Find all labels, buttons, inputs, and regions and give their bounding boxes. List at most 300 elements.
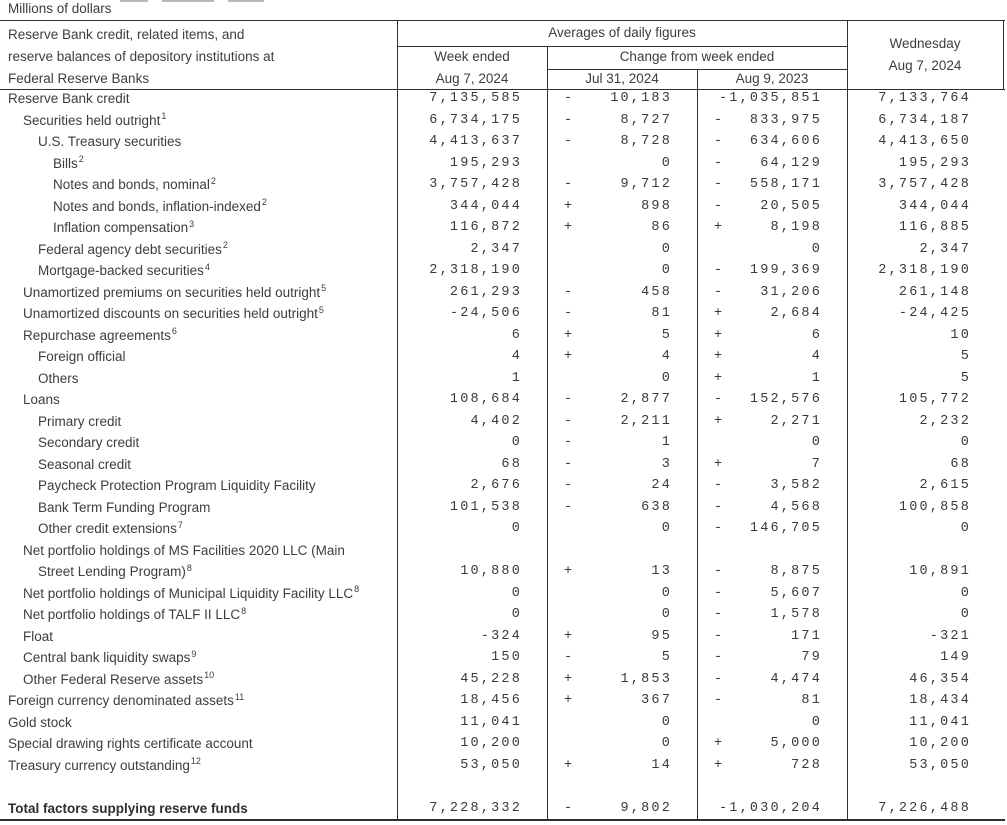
cell-week-ended: 4,402 <box>397 411 547 433</box>
divider <box>847 21 848 89</box>
header-change-from-week-ended: Change from week ended <box>619 49 775 64</box>
cell-wednesday: 100,858 <box>847 497 1007 519</box>
cell-change-jul31 <box>547 776 697 798</box>
change-sign: - <box>564 177 575 193</box>
cell-change-jul31 <box>547 626 697 648</box>
table-row <box>0 303 1007 325</box>
cell-wednesday: 2,615 <box>847 475 1007 497</box>
cell-change-aug9 <box>697 475 847 497</box>
change-value: 8,728 <box>620 134 672 150</box>
row-label: Paycheck Protection Program Liquidity Facility <box>38 478 316 494</box>
stub-line-2: reserve balances of depository institutions at <box>8 49 275 64</box>
cell-change-jul31 <box>547 497 697 519</box>
change-sign: - <box>564 91 575 107</box>
cell-week-ended: 68 <box>397 454 547 476</box>
cell-wednesday: 261,148 <box>847 282 1007 304</box>
row-label: Unamortized discounts on securities held outright $^5$ <box>23 304 324 322</box>
cell-week-ended: 261,293 <box>397 282 547 304</box>
cell-change-jul31 <box>547 196 697 218</box>
table-row <box>0 561 1007 583</box>
table-bottom-border <box>0 819 1005 821</box>
change-value: 4,474 <box>770 671 822 687</box>
change-value: 0 <box>661 241 672 257</box>
cell-wednesday: -321 <box>847 626 1007 648</box>
change-value: 634,606 <box>749 134 822 150</box>
cell-change-aug9 <box>697 733 847 755</box>
change-value: 1 <box>811 370 822 386</box>
change-sign: - <box>714 585 725 601</box>
change-value: 2,877 <box>620 392 672 408</box>
change-sign: + <box>564 628 575 644</box>
cell-change-aug9 <box>697 626 847 648</box>
row-label: Central bank liquidity swaps $^9$ <box>23 648 197 666</box>
footnote-marker: 2 <box>78 154 84 165</box>
cell-wednesday: 344,044 <box>847 196 1007 218</box>
cell-week-ended: 101,538 <box>397 497 547 519</box>
change-sign: - <box>714 671 725 687</box>
change-value: 458 <box>641 284 672 300</box>
divider <box>397 46 847 47</box>
change-value: 4 <box>811 349 822 365</box>
cell-week-ended <box>397 776 547 798</box>
footnote-marker: 2 <box>210 175 216 186</box>
change-value: 1 <box>661 435 672 451</box>
change-value: 2,684 <box>770 306 822 322</box>
change-sign: + <box>564 757 575 773</box>
change-value: 0 <box>811 241 822 257</box>
cell-change-aug9 <box>697 389 847 411</box>
row-label: Net portfolio holdings of Municipal Liquidity Facility LLC $^8$ <box>23 584 360 601</box>
cell-week-ended: 6,734,175 <box>397 110 547 132</box>
footnote-marker: 5 <box>321 283 327 294</box>
cell-change-aug9 <box>697 325 847 347</box>
change-sign: + <box>564 327 575 343</box>
change-value: 152,576 <box>749 392 822 408</box>
change-sign: + <box>564 693 575 709</box>
change-value: 7 <box>811 456 822 472</box>
header-week-ended-label: Week ended <box>434 49 510 64</box>
table-row <box>0 217 1007 239</box>
cell-change-jul31 <box>547 733 697 755</box>
cell-wednesday <box>847 776 1007 798</box>
cell-week-ended: -324 <box>397 626 547 648</box>
divider <box>1003 21 1004 89</box>
row-label: Notes and bonds, inflation-indexed $^2$ <box>53 197 267 214</box>
change-sign: + <box>714 370 725 386</box>
cell-wednesday: 4,413,650 <box>847 131 1007 153</box>
row-label: Bills $^2$ <box>53 154 84 171</box>
change-sign: - <box>714 521 725 537</box>
cell-wednesday: 7,226,488 <box>847 798 1007 820</box>
cell-week-ended <box>397 540 547 562</box>
change-value: 31,206 <box>760 284 822 300</box>
row-label: Gold stock <box>8 714 72 730</box>
cell-change-aug9 <box>697 282 847 304</box>
table-row <box>0 540 1007 562</box>
change-value: 5 <box>661 327 672 343</box>
cell-change-aug9 <box>697 303 847 325</box>
footnote-marker: 7 <box>177 519 183 530</box>
change-sign: - <box>564 478 575 494</box>
table-header <box>0 20 1005 90</box>
change-value: 9,712 <box>620 177 672 193</box>
row-label: U.S. Treasury securities <box>38 134 182 150</box>
change-sign: - <box>564 499 575 515</box>
table-row <box>0 432 1007 454</box>
cell-change-aug9 <box>697 454 847 476</box>
change-sign: - <box>714 607 725 623</box>
change-value: 1,853 <box>620 671 672 687</box>
cell-change-jul31 <box>547 303 697 325</box>
cell-change-jul31 <box>547 260 697 282</box>
cell-change-aug9 <box>697 411 847 433</box>
cell-week-ended: 10,200 <box>397 733 547 755</box>
table-row <box>0 647 1007 669</box>
table-row <box>0 88 1007 110</box>
cell-change-jul31 <box>547 647 697 669</box>
cell-wednesday: 0 <box>847 518 1007 540</box>
change-value: 6 <box>811 327 822 343</box>
table-row <box>0 583 1007 605</box>
change-value: 171 <box>791 628 822 644</box>
change-sign: - <box>564 435 575 451</box>
change-value: 638 <box>641 499 672 515</box>
table-row <box>0 196 1007 218</box>
cell-change-aug9 <box>697 497 847 519</box>
cell-wednesday: 3,757,428 <box>847 174 1007 196</box>
cell-wednesday: 46,354 <box>847 669 1007 691</box>
cell-change-jul31 <box>547 389 697 411</box>
change-value: -1,030,204 <box>718 800 822 816</box>
cell-week-ended: 0 <box>397 432 547 454</box>
cell-change-jul31 <box>547 131 697 153</box>
row-label: Federal agency debt securities $^2$ <box>38 240 228 257</box>
cell-change-jul31 <box>547 282 697 304</box>
cell-week-ended: 195,293 <box>397 153 547 175</box>
change-value: 0 <box>661 585 672 601</box>
change-sign: - <box>714 564 725 580</box>
stub-heading <box>8 24 274 90</box>
cell-change-aug9 <box>697 131 847 153</box>
change-sign: + <box>714 736 725 752</box>
cell-change-aug9 <box>697 110 847 132</box>
cell-wednesday: 5 <box>847 368 1007 390</box>
cell-change-jul31 <box>547 239 697 261</box>
row-label: Mortgage-backed securities $^4$ <box>38 261 210 279</box>
change-sign: + <box>564 349 575 365</box>
cell-change-aug9 <box>697 260 847 282</box>
cell-wednesday: 116,885 <box>847 217 1007 239</box>
change-sign: - <box>564 650 575 666</box>
divider <box>697 69 698 89</box>
footnote-marker: 5 <box>318 304 324 315</box>
change-sign: - <box>564 112 575 128</box>
change-sign: - <box>714 263 725 279</box>
change-sign: - <box>714 134 725 150</box>
cell-wednesday: 6,734,187 <box>847 110 1007 132</box>
change-sign: - <box>714 284 725 300</box>
header-week-ended-date: Aug 7, 2024 <box>435 71 509 86</box>
header-wednesday <box>847 33 1003 77</box>
change-value: 0 <box>661 521 672 537</box>
row-label: Loans <box>23 392 60 408</box>
header-change-col-aug9: Aug 9, 2023 <box>735 71 809 86</box>
cell-change-aug9 <box>697 712 847 734</box>
change-sign: - <box>714 392 725 408</box>
cell-week-ended: 18,456 <box>397 690 547 712</box>
change-value: 728 <box>791 757 822 773</box>
units-label: Millions of dollars <box>8 1 112 16</box>
change-sign: + <box>714 306 725 322</box>
table-row <box>0 282 1007 304</box>
cell-change-aug9 <box>697 669 847 691</box>
table-row <box>0 368 1007 390</box>
cell-change-jul31 <box>547 798 697 820</box>
cell-wednesday: 2,347 <box>847 239 1007 261</box>
cell-change-aug9 <box>697 647 847 669</box>
stub-line-1: Reserve Bank credit, related items, and <box>8 27 245 42</box>
table-row <box>0 174 1007 196</box>
cell-change-jul31 <box>547 475 697 497</box>
change-sign: + <box>714 349 725 365</box>
row-label: Treasury currency outstanding $^{12}$ <box>8 756 201 773</box>
cell-wednesday: 53,050 <box>847 755 1007 777</box>
change-value: 5,000 <box>770 736 822 752</box>
cell-wednesday: 7,133,764 <box>847 88 1007 110</box>
change-sign: - <box>564 306 575 322</box>
change-value: 833,975 <box>749 112 822 128</box>
cell-change-jul31 <box>547 174 697 196</box>
table-row <box>0 239 1007 261</box>
footnote-marker: 2 <box>222 240 228 251</box>
table-row <box>0 755 1007 777</box>
row-label: Seasonal credit <box>38 456 132 472</box>
cell-week-ended: 7,135,585 <box>397 88 547 110</box>
cell-week-ended: 53,050 <box>397 755 547 777</box>
change-value: 0 <box>811 714 822 730</box>
footnote-marker: 4 <box>204 261 210 272</box>
cell-wednesday: 5 <box>847 346 1007 368</box>
cell-change-aug9 <box>697 174 847 196</box>
cell-change-jul31 <box>547 583 697 605</box>
change-value: 8,198 <box>770 220 822 236</box>
footnote-marker: 3 <box>189 218 195 229</box>
change-sign: - <box>714 478 725 494</box>
cell-change-aug9 <box>697 690 847 712</box>
row-label: Repurchase agreements $^6$ <box>23 326 177 343</box>
change-value: 1,578 <box>770 607 822 623</box>
change-sign: - <box>564 392 575 408</box>
row-label: Net portfolio holdings of TALF II LLC $^8$ <box>23 605 247 623</box>
change-value: 3 <box>661 456 672 472</box>
cell-change-jul31 <box>547 454 697 476</box>
cell-week-ended: 7,228,332 <box>397 798 547 820</box>
cell-week-ended: 0 <box>397 604 547 626</box>
change-value: 2,271 <box>770 413 822 429</box>
cell-change-jul31 <box>547 690 697 712</box>
cell-wednesday: 68 <box>847 454 1007 476</box>
cell-change-aug9 <box>697 346 847 368</box>
cell-change-aug9 <box>697 776 847 798</box>
change-value: 5 <box>661 650 672 666</box>
cell-change-jul31 <box>547 518 697 540</box>
change-value: 0 <box>661 736 672 752</box>
cell-wednesday: 0 <box>847 604 1007 626</box>
cell-change-jul31 <box>547 325 697 347</box>
change-sign: + <box>714 757 725 773</box>
footnote-marker: 6 <box>171 326 177 337</box>
change-sign: + <box>714 327 725 343</box>
cell-change-jul31 <box>547 604 697 626</box>
cell-week-ended: 150 <box>397 647 547 669</box>
row-label: Street Lending Program) $^8$ <box>38 562 192 580</box>
table-row <box>0 518 1007 540</box>
cell-change-jul31 <box>547 669 697 691</box>
change-value: 81 <box>651 306 672 322</box>
cell-change-aug9 <box>697 561 847 583</box>
row-label: Other credit extensions $^7$ <box>38 519 183 537</box>
change-value: 367 <box>641 693 672 709</box>
cell-week-ended: 108,684 <box>397 389 547 411</box>
change-value: 81 <box>801 693 822 709</box>
footnote-marker: 9 <box>191 648 197 659</box>
table-row <box>0 325 1007 347</box>
row-label: Inflation compensation $^3$ <box>53 218 195 236</box>
footnote-marker: 11 <box>234 691 245 702</box>
cell-change-jul31 <box>547 368 697 390</box>
row-label: Float <box>23 628 54 644</box>
row-label: Notes and bonds, nominal $^2$ <box>53 175 216 193</box>
row-label: Others <box>38 370 79 386</box>
table-row <box>0 798 1007 820</box>
change-value: 2,211 <box>620 413 672 429</box>
table-row <box>0 411 1007 433</box>
change-sign: - <box>714 693 725 709</box>
row-label <box>0 776 397 798</box>
row-label: Reserve Bank credit <box>8 91 130 107</box>
table-row <box>0 153 1007 175</box>
cell-change-jul31 <box>547 346 697 368</box>
cell-week-ended: 0 <box>397 583 547 605</box>
table-row <box>0 346 1007 368</box>
change-value: 0 <box>661 263 672 279</box>
row-label: Net portfolio holdings of MS Facilities 2020 LLC (Main <box>23 542 345 558</box>
cell-change-jul31 <box>547 153 697 175</box>
cell-change-aug9 <box>697 798 847 820</box>
cell-week-ended: 10,880 <box>397 561 547 583</box>
change-value: 0 <box>661 155 672 171</box>
cell-change-aug9 <box>697 755 847 777</box>
cell-change-aug9 <box>697 88 847 110</box>
cell-change-jul31 <box>547 755 697 777</box>
change-value: 0 <box>661 714 672 730</box>
change-sign: - <box>714 499 725 515</box>
cell-change-jul31 <box>547 411 697 433</box>
change-sign: - <box>714 198 725 214</box>
change-value: 0 <box>661 370 672 386</box>
cell-change-jul31 <box>547 540 697 562</box>
cell-change-aug9 <box>697 604 847 626</box>
cell-wednesday: 0 <box>847 432 1007 454</box>
change-value: 79 <box>801 650 822 666</box>
cell-change-aug9 <box>697 239 847 261</box>
cell-wednesday: 10,891 <box>847 561 1007 583</box>
cell-change-aug9 <box>697 583 847 605</box>
divider <box>397 21 398 89</box>
table-row <box>0 690 1007 712</box>
cell-change-jul31 <box>547 712 697 734</box>
cell-wednesday: 10,200 <box>847 733 1007 755</box>
cell-week-ended: 1 <box>397 368 547 390</box>
table-row <box>0 110 1007 132</box>
cell-change-jul31 <box>547 561 697 583</box>
row-label: Securities held outright $^1$ <box>23 111 167 128</box>
cell-change-jul31 <box>547 88 697 110</box>
cell-week-ended: 2,318,190 <box>397 260 547 282</box>
change-value: 8,875 <box>770 564 822 580</box>
cell-wednesday: 195,293 <box>847 153 1007 175</box>
table-row <box>0 626 1007 648</box>
cell-week-ended: -24,506 <box>397 303 547 325</box>
table-row <box>0 260 1007 282</box>
row-label: Unamortized premiums on securities held outright $^5$ <box>23 283 327 300</box>
change-value: -1,035,851 <box>718 91 822 107</box>
cell-change-aug9 <box>697 518 847 540</box>
header-change-col-jul31: Jul 31, 2024 <box>585 71 659 86</box>
cell-week-ended: 11,041 <box>397 712 547 734</box>
change-sign: - <box>564 284 575 300</box>
cell-wednesday: 105,772 <box>847 389 1007 411</box>
change-value: 4 <box>661 349 672 365</box>
header-wednesday-label: Wednesday <box>889 36 961 51</box>
cell-change-aug9 <box>697 217 847 239</box>
change-value: 86 <box>651 220 672 236</box>
row-label: Foreign official <box>38 349 126 365</box>
cell-week-ended: 2,676 <box>397 475 547 497</box>
footnote-marker: 10 <box>204 670 215 681</box>
table-row <box>0 604 1007 626</box>
change-sign: + <box>564 220 575 236</box>
change-value: 14 <box>651 757 672 773</box>
change-value: 146,705 <box>749 521 822 537</box>
change-sign: - <box>714 628 725 644</box>
row-label: Bank Term Funding Program <box>38 499 211 515</box>
cell-wednesday: 0 <box>847 583 1007 605</box>
change-value: 13 <box>651 564 672 580</box>
table-row <box>0 733 1007 755</box>
cell-wednesday: 2,318,190 <box>847 260 1007 282</box>
cell-wednesday: 10 <box>847 325 1007 347</box>
change-value: 558,171 <box>749 177 822 193</box>
footnote-marker: 8 <box>186 562 192 573</box>
header-averages-of-daily-figures: Averages of daily figures <box>548 25 696 40</box>
change-sign: - <box>564 134 575 150</box>
row-label: Primary credit <box>38 413 122 429</box>
header-wednesday-date: Aug 7, 2024 <box>888 58 962 73</box>
change-value: 24 <box>651 478 672 494</box>
cell-wednesday <box>847 540 1007 562</box>
change-sign: - <box>714 112 725 128</box>
change-value: 10,183 <box>610 91 672 107</box>
change-value: 199,369 <box>749 263 822 279</box>
change-sign: - <box>714 650 725 666</box>
change-value: 3,582 <box>770 478 822 494</box>
cell-week-ended: 116,872 <box>397 217 547 239</box>
change-sign: - <box>564 413 575 429</box>
table-row <box>0 669 1007 691</box>
cell-week-ended: 3,757,428 <box>397 174 547 196</box>
change-sign: + <box>714 413 725 429</box>
